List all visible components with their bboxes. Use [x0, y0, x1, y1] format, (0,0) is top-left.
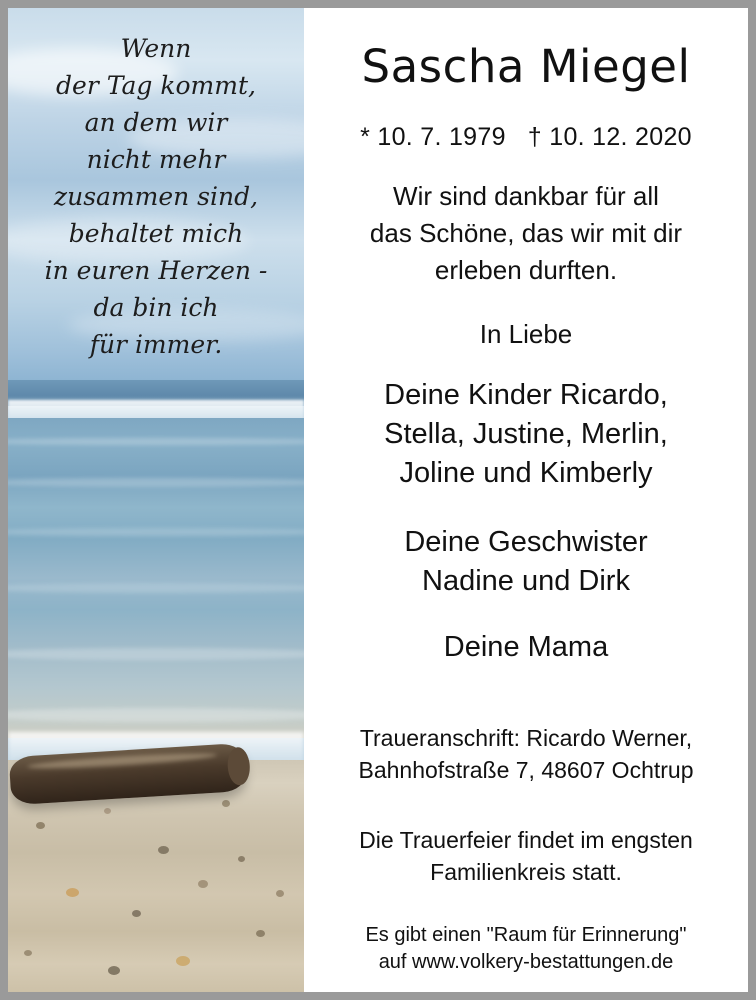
poem-line: in euren Herzen -	[44, 256, 268, 285]
wave-line	[8, 528, 304, 536]
poem-line: Wenn	[120, 34, 192, 63]
poem-line: nicht mehr	[86, 145, 226, 174]
ceremony-line: Die Trauerfeier findet im engsten	[359, 827, 693, 853]
poem-line: da bin ich	[93, 293, 219, 322]
sea-layer	[8, 418, 304, 738]
address-line: Bahnhofstraße 7, 48607 Ochtrup	[358, 757, 694, 783]
footer-line: auf www.volkery-bestattungen.de	[378, 951, 674, 973]
wave-line	[8, 438, 304, 445]
children-line: Stella, Justine, Merlin,	[384, 418, 668, 450]
birth-date: * 10. 7. 1979	[360, 123, 506, 151]
mourning-address	[322, 722, 730, 786]
obituary-card	[8, 8, 748, 992]
pebble	[238, 856, 245, 862]
pebble	[176, 956, 190, 966]
wave-line	[8, 708, 304, 722]
pebble	[108, 966, 120, 975]
memorial-footer	[322, 922, 730, 976]
gratitude-line: erleben durften.	[434, 255, 618, 285]
deceased-name: Sascha Miegel	[361, 40, 691, 93]
wave-line	[8, 583, 304, 593]
life-dates	[322, 123, 730, 152]
pebble	[276, 890, 284, 897]
pebble	[158, 846, 169, 854]
poem-line: behaltet mich	[68, 219, 244, 248]
ceremony-note	[322, 824, 730, 888]
siblings-list	[322, 523, 730, 601]
pebble	[198, 880, 208, 888]
gratitude-line: das Schöne, das wir mit dir	[369, 218, 683, 248]
children-line: Joline und Kimberly	[399, 457, 653, 489]
poem-line: der Tag kommt,	[56, 71, 256, 100]
poem-text	[8, 30, 304, 363]
wave-line	[8, 648, 304, 660]
obituary-text-panel	[304, 8, 748, 992]
pebble	[36, 822, 45, 829]
siblings-line: Deine Geschwister	[404, 526, 648, 558]
death-date: † 10. 12. 2020	[527, 123, 692, 151]
gratitude-text	[322, 178, 730, 289]
poem-line: an dem wir	[84, 108, 228, 137]
children-list	[322, 376, 730, 493]
pebble	[222, 800, 230, 807]
footer-line: Es gibt einen "Raum für Erinnerung"	[365, 924, 687, 946]
pebble	[24, 950, 32, 956]
pebble	[66, 888, 79, 897]
children-line: Deine Kinder Ricardo,	[384, 379, 668, 411]
poem-line: zusammen sind,	[53, 182, 259, 211]
in-liebe-label: In Liebe	[479, 319, 573, 349]
pebble	[256, 930, 265, 937]
beach-photo	[8, 8, 304, 992]
address-line: Traueranschrift: Ricardo Werner,	[359, 725, 693, 751]
mother-line: Deine Mama	[443, 631, 609, 663]
gratitude-line: Wir sind dankbar für all	[393, 181, 659, 211]
log-highlight	[27, 751, 217, 772]
ceremony-line: Familienkreis statt.	[430, 859, 622, 885]
pebble	[132, 910, 141, 917]
poem-line: für immer.	[89, 330, 223, 359]
pebble	[104, 808, 111, 814]
siblings-line: Nadine und Dirk	[422, 565, 630, 597]
wave-line	[8, 478, 304, 487]
